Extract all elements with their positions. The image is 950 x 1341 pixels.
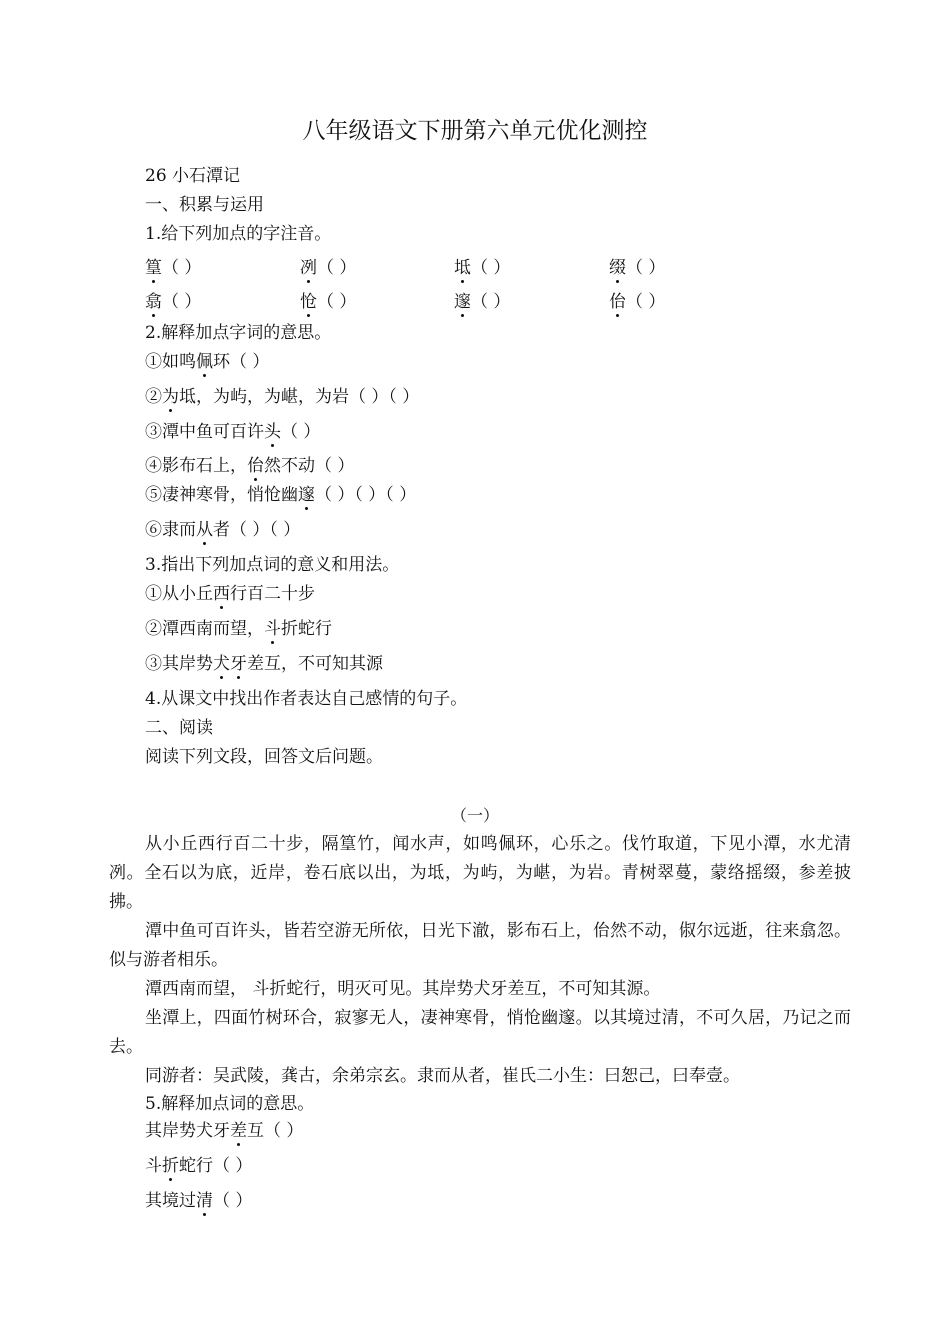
answer-blank: （ ）: [162, 258, 202, 278]
dotted-char: 犬: [213, 654, 230, 674]
q3-item: ①从小丘西行百二十步: [145, 584, 315, 604]
answer-blank: （ ）: [162, 292, 202, 312]
q5-item: 其岸势犬牙差互（ ）: [145, 1121, 304, 1141]
q2-item: ④影布石上，佁然不动（ ）: [145, 456, 355, 476]
dotted-char: 牙: [230, 654, 247, 674]
answer-blank: （ ）: [317, 292, 357, 312]
section-heading-2: 二、阅读: [145, 718, 213, 738]
section-heading-1: 一、积累与运用: [145, 195, 264, 215]
passage-paragraph-3: 潭西南而望， 斗折蛇行，明灭可见。其岸势犬牙差互，不可知其源。: [145, 979, 661, 999]
passage-paragraph-1: 从小丘西行百二十步，隔篁竹，闻水声，如鸣佩环，心乐之。伐竹取道，下见小潭，水尤清冽。全石以为底，近岸，卷石底以出，为坻，为屿，为嵁，为岩。青树翠蔓，蒙络摇缀，参差披拂。: [109, 834, 851, 912]
dotted-char: 怆: [300, 292, 317, 312]
pinyin-item: [145, 287, 201, 312]
answer-blank: （ ）: [471, 258, 511, 278]
answer-blank: （ ）: [471, 292, 511, 312]
passage-label: （一）: [450, 806, 499, 825]
passage-paragraph-4: 坐潭上，四面竹树环合，寂寥无人，凄神寒骨，悄怆幽邃。以其境过清，不可久居，乃记之而去。: [109, 1008, 851, 1057]
dotted-char: 篁: [145, 258, 162, 278]
dotted-char: 邃: [298, 485, 315, 505]
q5-item: 斗折蛇行（ ）: [145, 1156, 253, 1176]
dotted-char: 西: [213, 584, 230, 604]
dotted-char: 差: [230, 1121, 247, 1141]
pinyin-item: [145, 253, 201, 278]
q2-item: ②为坻，为屿，为嵁，为岩（ ）（ ）: [145, 387, 420, 407]
pinyin-item: [454, 253, 510, 278]
question-4-prompt: 4.从课文中找出作者表达自己感情的句子。: [145, 689, 468, 709]
dotted-char: 佁: [247, 456, 264, 476]
dotted-char: 从: [196, 520, 213, 540]
q2-item: ③潭中鱼可百许头（ ）: [145, 422, 321, 442]
answer-blank: （ ）: [626, 292, 666, 312]
reading-instruction: 阅读下列文段，回答文后问题。: [145, 747, 383, 767]
dotted-char: 清: [196, 1191, 213, 1211]
q2-item: ⑤凄神寒骨，悄怆幽邃（ ）（ ）（ ）: [145, 485, 417, 505]
dotted-char: 为: [162, 387, 179, 407]
q5-item: 其境过清（ ）: [145, 1191, 253, 1211]
q2-item: ①如鸣佩环（ ）: [145, 352, 270, 372]
dotted-char: 坻: [454, 258, 471, 278]
pinyin-item: [454, 287, 510, 312]
q2-item: ⑥隶而从者（ ）（ ）: [145, 520, 301, 540]
dotted-char: 折: [162, 1156, 179, 1176]
pinyin-item: [300, 287, 356, 312]
pinyin-item: [300, 253, 356, 278]
question-2-prompt: 2.解释加点字词的意思。: [145, 323, 332, 343]
dotted-char: 斗: [264, 619, 281, 639]
pinyin-item: [609, 287, 665, 312]
answer-blank: （ ）: [317, 258, 357, 278]
dotted-char: 佩: [196, 352, 213, 372]
pinyin-item: [609, 253, 665, 278]
passage-paragraph-2: 潭中鱼可百许头，皆若空游无所依，日光下澈，影布石上，佁然不动，俶尔远逝，往来翕忽。似与游者相乐。: [109, 921, 851, 970]
lesson-heading: 26 小石潭记: [145, 166, 241, 186]
q3-item: ②潭西南而望，斗折蛇行: [145, 619, 332, 639]
question-1-prompt: 1.给下列加点的字注音。: [145, 224, 332, 244]
question-5-prompt: 5.解释加点词的意思。: [145, 1094, 315, 1114]
dotted-char: 邃: [454, 292, 471, 312]
dotted-char: 头: [264, 422, 281, 442]
question-3-prompt: 3.指出下列加点词的意义和用法。: [145, 555, 400, 575]
dotted-char: 佁: [609, 292, 626, 312]
passage-paragraph-5: 同游者：吴武陵，龚古，余弟宗玄。隶而从者，崔氏二小生：曰恕己，曰奉壹。: [145, 1066, 740, 1086]
page-title: 八年级语文下册第六单元优化测控: [302, 118, 648, 144]
q3-item: ③其岸势犬牙差互，不可知其源: [145, 654, 383, 674]
dotted-char: 冽: [300, 258, 317, 278]
dotted-char: 缀: [609, 258, 626, 278]
dotted-char: 翕: [145, 292, 162, 312]
answer-blank: （ ）: [626, 258, 666, 278]
